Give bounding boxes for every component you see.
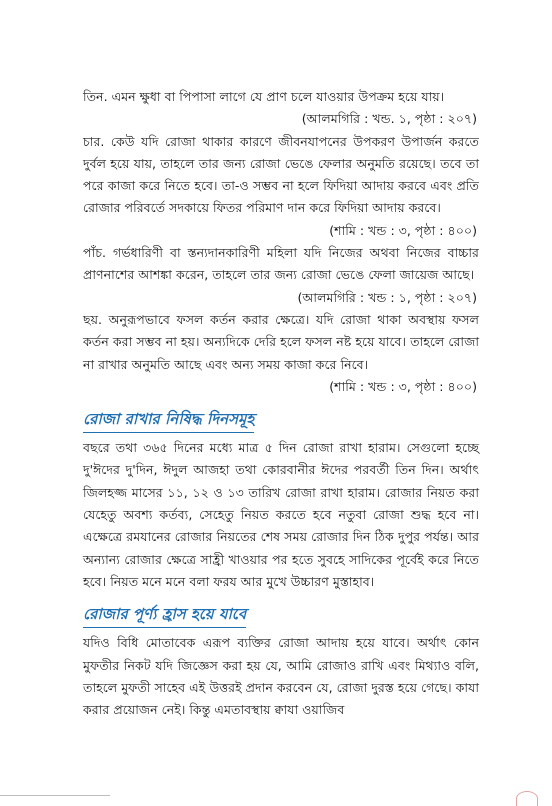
paragraph: চার. কেউ যদি রোজা থাকার কারণে জীবনযাপনের উপকরণ উপার্জন করতে দুর্বল হয়ে যায়, তাহলে তার জন্য রোজা ভেঙে ফেলার অনুমতি রয়েছে। তবে তা পরে কাজা করে নিতে হবে। তা-ও সম্ভব না হলে ফিদিয়া আদায় করবে এবং প্রতি রোজার পরিবর্তে সদকায়ে ফিতর পরিমাণ দান করে ফিদিয়া আদায় করবে। — [83, 133, 479, 216]
citation: (আলমগিরি : খন্ড : ১, পৃষ্ঠা : ২০৭) — [297, 289, 477, 305]
section-heading: রোজার পূর্ণ্য হ্রাস হয়ে যাবে — [83, 603, 246, 628]
paragraph: বছরে তথা ৩৬৫ দিনের মধ্যে মাত্র ৫ দিন রোজা রাখা হারাম। সেগুলো হচ্ছে দু'ঈদের দু'দিন, ঈদুল আজহা তথা কোরবানীর ঈদের পরবর্তী তিন দিন। অর্থাৎ জিলহজ্জ মাসের ১১, ১২ ও ১৩ তারিখ রোজা রাখা হারাম। রোজার নিয়ত করা যেহেতু অবশ্য কর্তব্য, সেহেতু নিয়ত করতে হবে নতুবা রোজা শুদ্ধ হবে না। এক্ষেত্রে রমযানের রোজার নিয়তের শেষ সময় রোজার দিন ঠিক দুপুর পর্যন্ত। আর অন্যান্য রোজার ক্ষেত্রে সাহ্রী খাওয়ার পর হতে সুবহে সাদিকের পূর্বেই করে নিতে হবে। নিয়ত মনে মনে বলা ফরয আর মুখে উচ্চারণ মুস্তাহাব। — [83, 440, 479, 589]
page-corner-mark — [516, 791, 538, 806]
paragraph: পাঁচ. গর্ভধারিণী বা স্তন্যদানকারিণী মহিলা যদি নিজের অথবা নিজের বাচ্চার প্রাণনাশের আশঙ্কা করেন, তাহলে তার জন্য রোজা ভেঙে ফেলা জায়েজ আছে। — [83, 245, 479, 283]
citation: (শামি : খন্ড : ৩, পৃষ্ঠা : ৪০০) — [329, 222, 477, 238]
section-heading: রোজা রাখার নিষিদ্ধ দিনসমূহ — [83, 408, 254, 433]
citation: (আলমগিরি : খন্ড. ১, পৃষ্ঠা : ২০৭) — [301, 111, 477, 127]
paragraph: ছয়. অনুরূপভাবে ফসল কর্তন করার ক্ষেত্রে। যদি রোজা থাকা অবস্থায় ফসল কর্তন করা সম্ভব না হয়। অন্যদিকে দেরি হলে ফসল নষ্ট হয়ে যাবে। তাহলে রোজা না রাখার অনুমতি আছে এবং অন্য সময় কাজা করে নিবে। — [83, 311, 479, 372]
section-heading-wrapper — [83, 398, 479, 437]
footer-rule — [0, 795, 110, 796]
citation: (শামি : খন্ড : ৩, পৃষ্ঠা : ৪০০) — [329, 378, 477, 394]
document-page — [83, 86, 479, 721]
paragraph: যদিও বিধি মোতাবেক এরূপ ব্যক্তির রোজা আদায় হয়ে যাবে। অর্থাৎ কোন মুফতীর নিকট যদি জিজ্ঞেস করা হয় যে, আমি রোজাও রাখি এবং মিথ্যাও বলি, তাহলে মুফতী সাহেব এই উত্তরই প্রদান করবেন যে, রোজা দুরস্ত হয়ে গেছে। কাযা করার প্রয়োজন নেই। কিন্তু এমতাবস্থায় ক্বাযা ওয়াজিব — [83, 635, 479, 718]
paragraph: তিন. এমন ক্ষুধা বা পিপাসা লাগে যে প্রাণ চলে যাওয়ার উপক্রম হয়ে যায়। — [83, 89, 445, 104]
section-heading-wrapper — [83, 593, 479, 632]
